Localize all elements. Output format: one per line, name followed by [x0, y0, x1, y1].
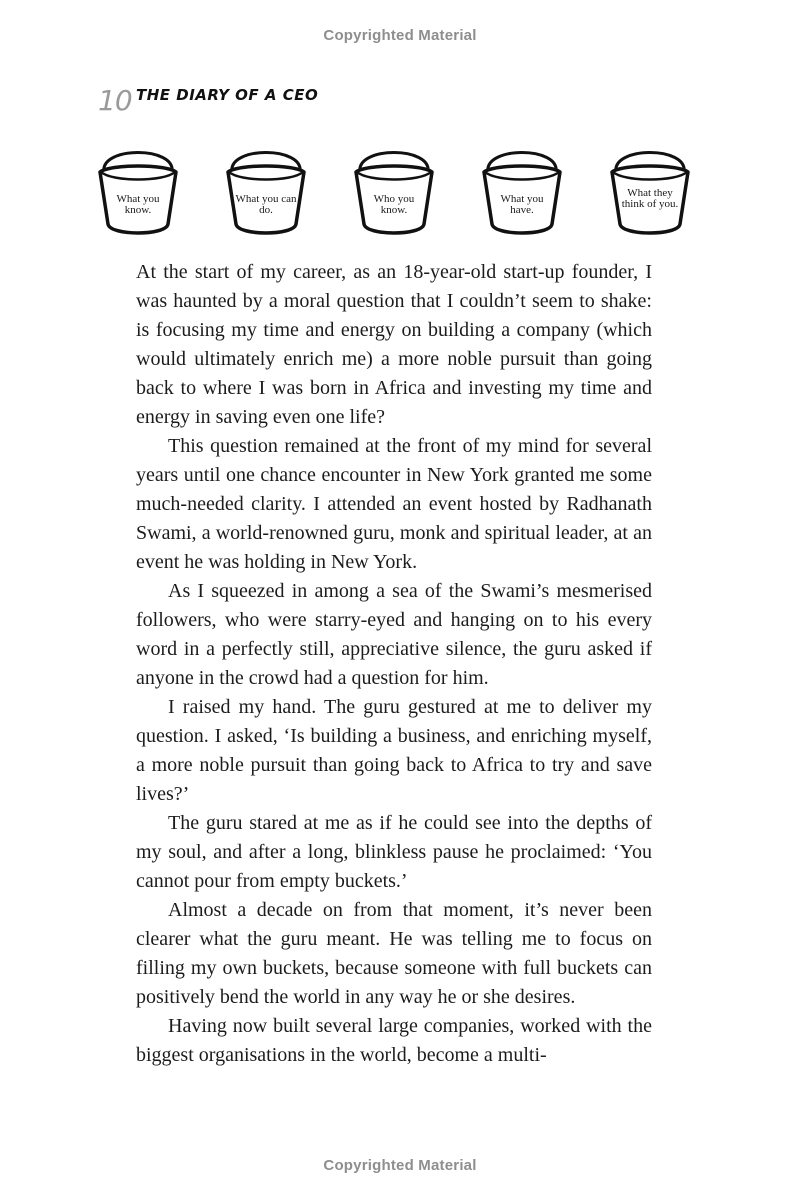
bucket-who-you-know: [352, 138, 436, 242]
bucket-icon: [96, 138, 180, 242]
paragraph: As I squeezed in among a sea of the Swami’s mesmerised followers, who were starry-eyed and hanging on to his every word in a perfectly still, appreciative silence, the guru asked if anyone in the crowd had a question for him.: [136, 580, 652, 689]
bucket-label: What you have.: [500, 193, 544, 216]
paragraph: At the start of my career, as an 18-year-old start-up founder, I was haunted by a moral question that I couldn’t seem to shake: is focusing my time and energy on building a company (which would ultimately enrich me) a more noble pursuit than going back to where I was born in Africa and investing my time and energy in saving even one life?: [136, 261, 652, 428]
copyright-notice-top: Copyrighted Material: [323, 27, 477, 44]
bucket-icon: [480, 138, 564, 242]
bucket-icon: [352, 138, 436, 242]
paragraph: Having now built several large companies, worked with the biggest organisations in the world, become a multi-: [136, 1015, 652, 1066]
copyright-notice-bottom: Copyrighted Material: [323, 1157, 477, 1174]
page-number: 10: [98, 84, 132, 117]
bucket-label: Who you know.: [373, 193, 415, 216]
bucket-label: What you can do.: [235, 193, 297, 216]
bucket-icon: [224, 138, 308, 242]
running-head: THE DIARY OF A CEO: [136, 86, 319, 104]
bucket-label: What they think of you.: [621, 187, 679, 210]
paragraph: I raised my hand. The guru gestured at me to deliver my question. I asked, ‘Is building a business, and enriching myself, a more noble pursuit than going back to Africa to try and save lives?’: [136, 696, 652, 805]
paragraph: This question remained at the front of my mind for several years until one chance encounter in New York granted me some much-needed clarity. I attended an event hosted by Radhanath Swami, a world-renowned guru, monk and spiritual leader, at an event he was holding in New York.: [136, 435, 652, 573]
bucket-what-you-have: [480, 138, 564, 242]
body-text: [136, 258, 652, 1070]
bucket-what-they-think-of-you: [608, 138, 692, 242]
paragraph: Almost a decade on from that moment, it’s never been clearer what the guru meant. He was telling me to focus on filling my own buckets, because someone with full buckets can positively bend the world in any way he or she desires.: [136, 899, 652, 1008]
bucket-what-you-can-do: [224, 138, 308, 242]
bucket-label: What you know.: [116, 193, 160, 216]
bucket-what-you-know: [96, 138, 180, 242]
buckets-illustration: [96, 138, 696, 242]
paragraph: The guru stared at me as if he could see into the depths of my soul, and after a long, blinkless pause he proclaimed: ‘You cannot pour from empty buckets.’: [136, 812, 652, 892]
